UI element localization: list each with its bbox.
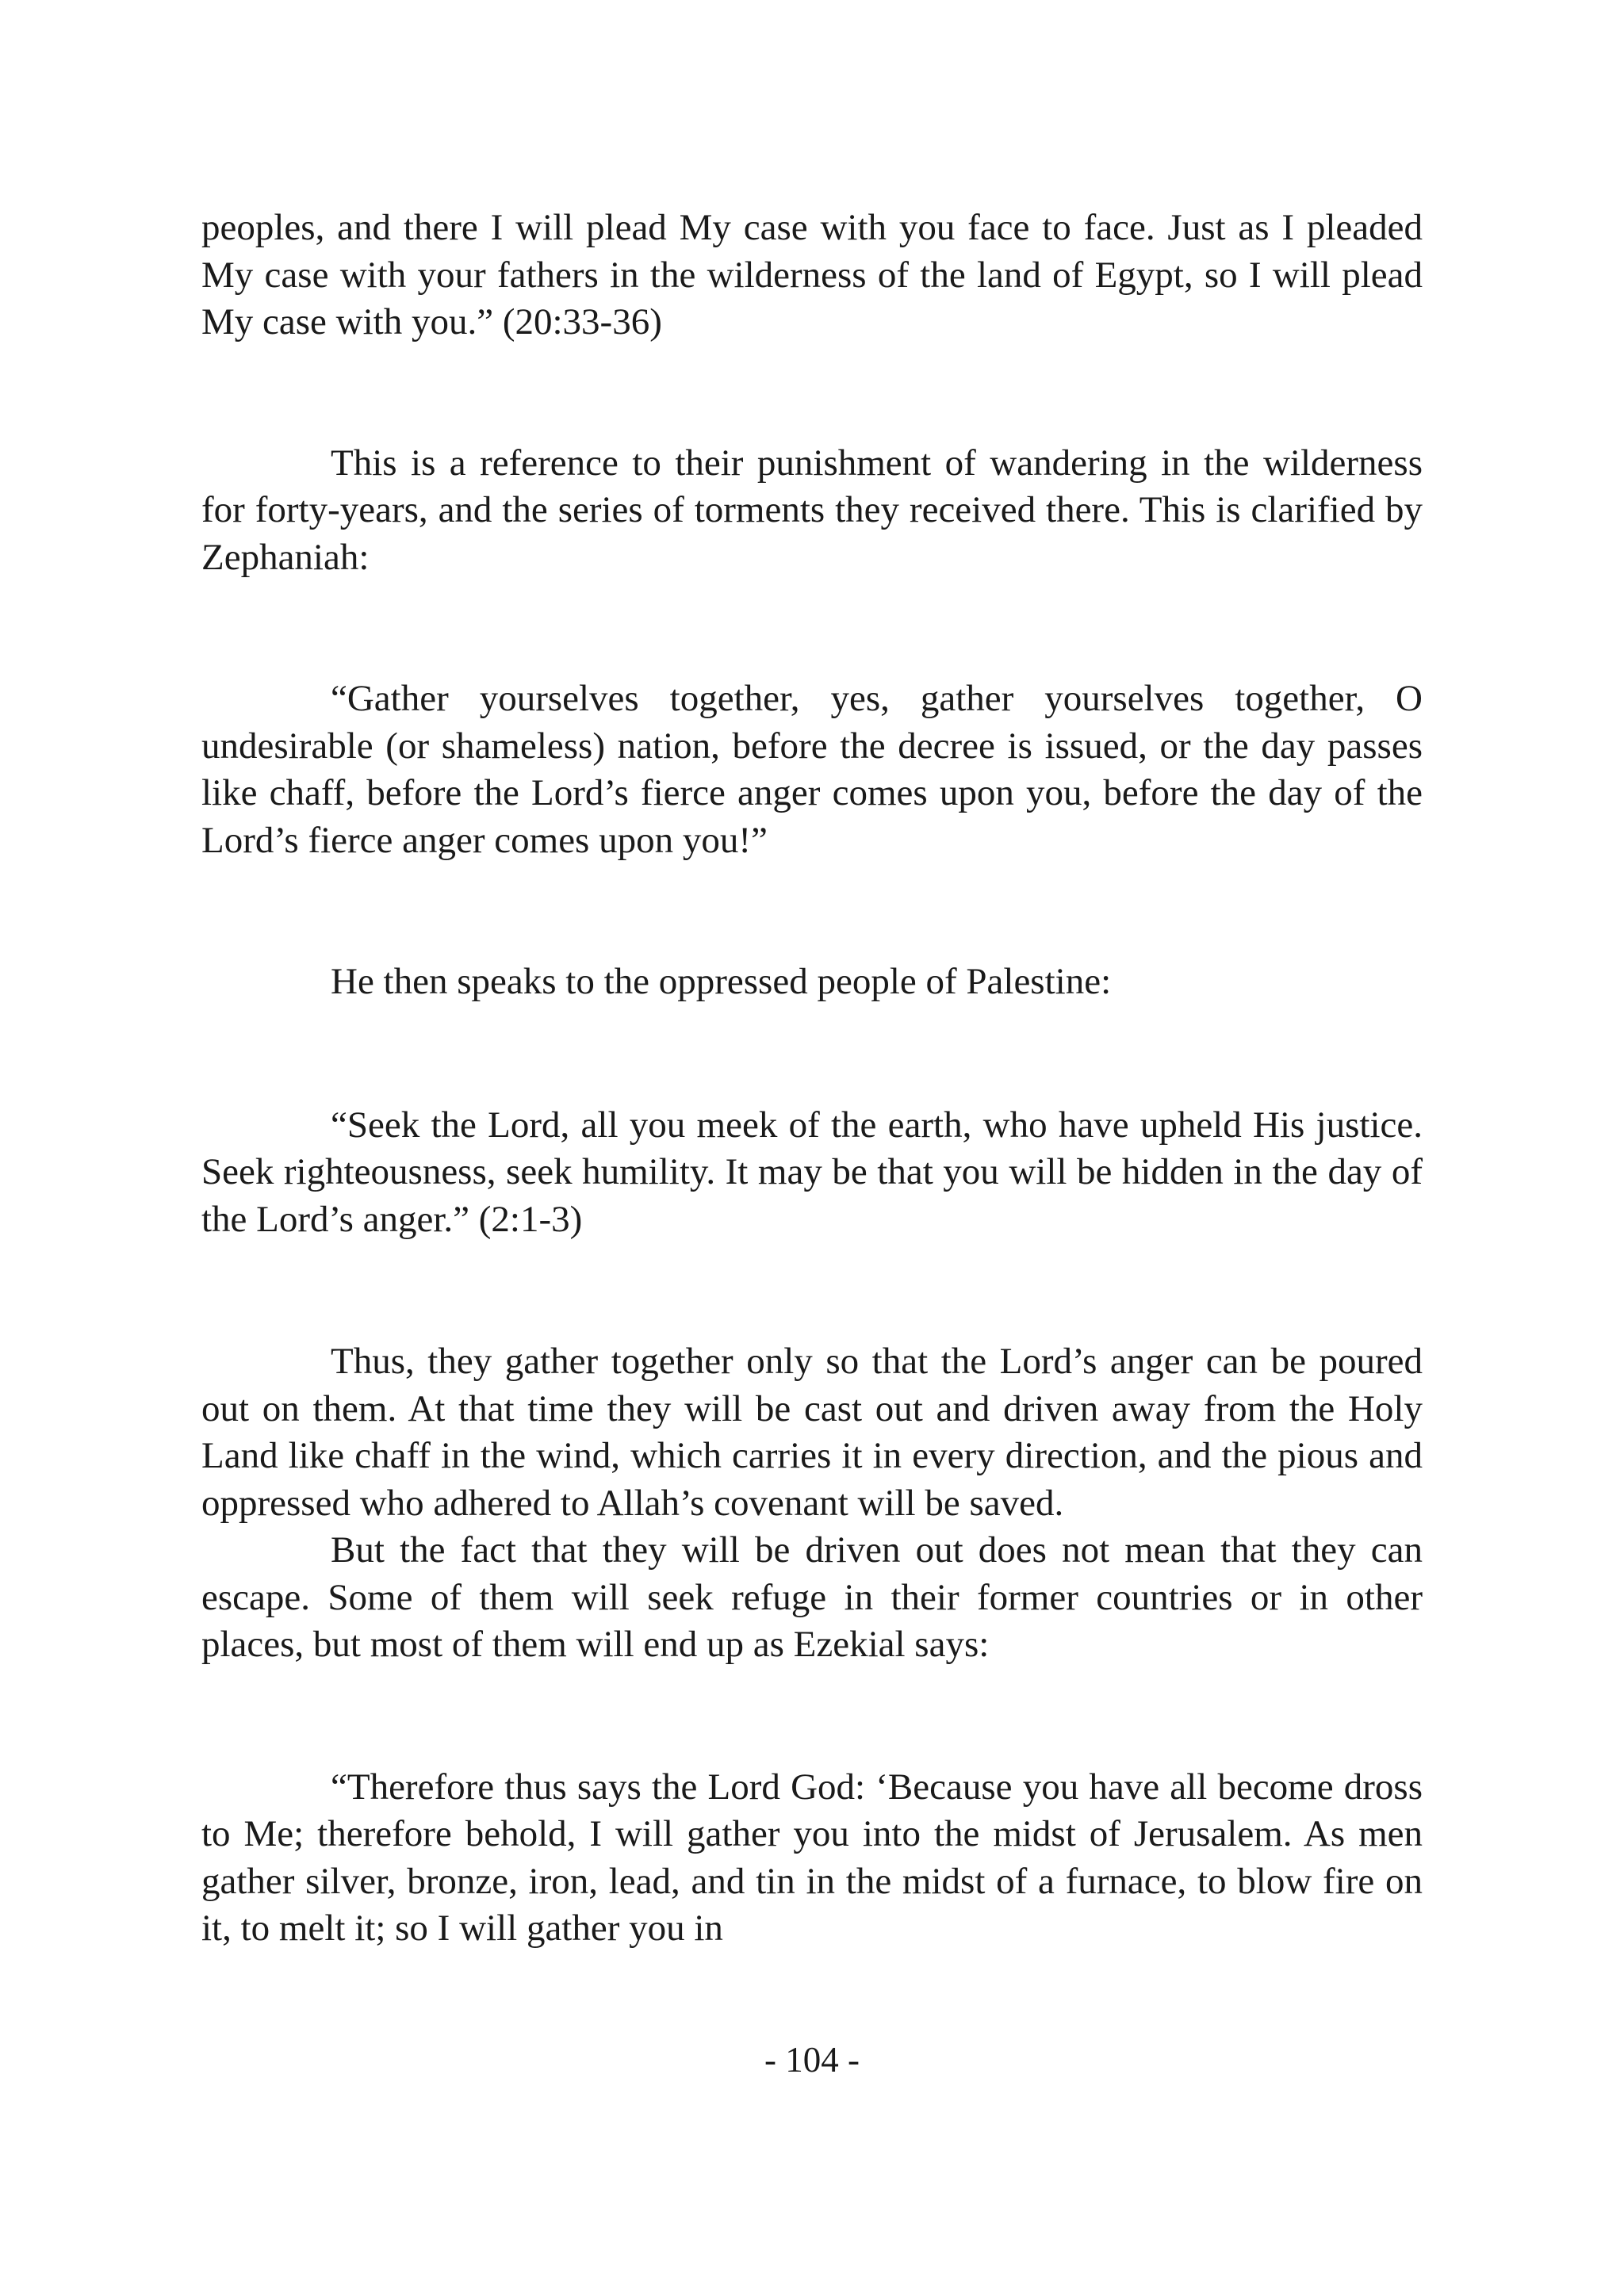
paragraph-continuation: peoples, and there I will plead My case with you face to face. Just as I pleaded My case with your fathers in the wilderness of the land of Egypt, so I will plead My case with you.” (20:33-36) (201, 207, 1423, 342)
paragraph-oppressed-people: He then speaks to the oppressed people of Palestine: (331, 961, 1112, 1002)
page-body (201, 205, 1423, 1953)
quote-zephaniah-gather: “Gather yourselves together, yes, gather yourselves together, O undesirable (or shameless) nation, before the decree is issued, or the day passes like chaff, before the Lord’s fierce anger comes upon you, before the day of the Lord’s fierce anger comes upon you!” (201, 678, 1423, 861)
quote-ezekiel-furnace: “Therefore thus says the Lord God: ‘Because you have all become dross to Me; therefore behold, I will gather you into the midst of Jerusalem. As men gather silver, bronze, iron, lead, and tin in the midst of a furnace, to blow fire on it, to melt it; so I will gather you in (201, 1766, 1423, 1949)
page-number: - 104 - (764, 2040, 860, 2080)
paragraph-driven-out: But the fact that they will be driven out does not mean that they can escape. Some of them will seek refuge in their former countries or in other places, but most of them will end up as Ezekial says: (201, 1529, 1423, 1665)
paragraph-wandering-reference: This is a reference to their punishment of wandering in the wilderness for forty-years, and the series of torments they received there. This is clarified by Zephaniah: (201, 442, 1423, 578)
quote-seek-the-lord: “Seek the Lord, all you meek of the earth, who have upheld His justice. Seek righteousness, seek humility. It may be that you will be hidden in the day of the Lord’s anger.” (2:1-3) (201, 1104, 1423, 1240)
paragraph-cast-out: Thus, they gather together only so that the Lord’s anger can be poured out on them. At that time they will be cast out and driven away from the Holy Land like chaff in the wind, which carries it in every direction, and the pious and oppressed who adhered to Allah’s covenant will be saved. (201, 1341, 1423, 1524)
